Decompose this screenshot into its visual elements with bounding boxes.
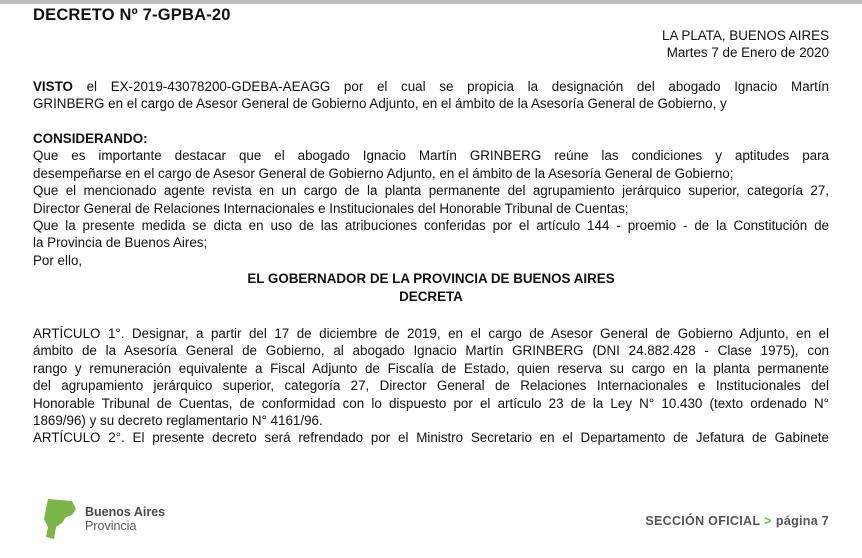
footer-section-label — [645, 514, 829, 528]
logo-line-1: Buenos Aires — [85, 505, 166, 519]
visto-line: VISTO el EX-2019-43078200-GDEBA-AEAGG por el cual se propicia la designación del abogado Ignacio Martín — [33, 79, 829, 94]
article-line: Honorable Tribunal de Cuentas, de conformidad con lo dispuesto por el artículo 23 de la Ley N° 10.430 (texto ordenado N° — [33, 395, 829, 411]
visto-label: VISTO — [33, 79, 73, 94]
decreta-heading: DECRETA — [399, 289, 463, 304]
article-line: 1869/96) y su decreto reglamentario N° 4161/96. — [33, 413, 323, 429]
considerando-label: CONSIDERANDO: — [33, 131, 148, 146]
visto-paragraph — [33, 78, 829, 113]
article-line: ARTÍCULO 2°. El presente decreto será refrendado por el Ministro Secretario en el Departamento de Jefatura de Gabinete — [33, 430, 829, 446]
considerando-line: Que es importante destacar que el abogado Ignacio Martín GRINBERG reúne las condiciones y aptitudes para — [33, 148, 829, 164]
considerando-line: Director General de Relaciones Internacionales e Institucionales del Honorable Tribunal de Cuentas; — [33, 200, 629, 216]
top-rule — [0, 0, 862, 4]
articles-section — [33, 325, 829, 447]
considerando-section — [33, 130, 829, 269]
logo-text — [85, 505, 165, 533]
place: LA PLATA, BUENOS AIRES — [662, 28, 829, 43]
article-line: rango y remuneración equivalente a Fiscal Adjunto de Fiscalía de Estado, quien reserva su cargo en la planta permanente — [33, 360, 829, 376]
buenos-aires-logo — [42, 497, 165, 541]
considerando-line: desempeñarse en el cargo de Asesor General de Gobierno Adjunto, en el ámbito de la Asesoría General de Gobierno; — [33, 165, 734, 181]
governor-heading: EL GOBERNADOR DE LA PROVINCIA DE BUENOS AIRES — [247, 271, 615, 286]
article-line: ámbito de la Asesoría General de Gobierno, al abogado Ignacio Martín GRINBERG (DNI 24.882.428 - Clase 1975), con — [33, 343, 829, 359]
place-date-block — [662, 27, 829, 61]
date: Martes 7 de Enero de 2020 — [666, 45, 829, 60]
logo-line-2: Provincia — [85, 519, 137, 533]
considerando-line: Que la presente medida se dicta en uso de las atribuciones conferidas por el artículo 144 - proemio - de la Constitución de — [33, 218, 829, 234]
page-number: página 7 — [775, 514, 829, 528]
section-name: SECCIÓN OFICIAL — [645, 514, 761, 528]
considerando-line: la Provincia de Buenos Aires; — [33, 235, 208, 251]
province-map-icon — [42, 497, 78, 541]
decree-number: DECRETO Nº 7-GPBA-20 — [33, 6, 231, 24]
article-line: del agrupamiento jerárquico superior, categoría 27, Director General de Relaciones Internacionales e Institucionales del — [33, 378, 829, 394]
article-line: ARTÍCULO 1°. Designar, a partir del 17 de diciembre de 2019, en el cargo de Asesor General de Gobierno Adjunto, en el — [33, 326, 829, 341]
considerando-line: Por ello, — [33, 252, 83, 268]
considerando-line: Que el mencionado agente revista en un cargo de la planta permanente del agrupamiento jerárquico superior, categoría 27, — [33, 183, 829, 199]
chevron-right-icon: > — [764, 514, 772, 528]
visto-line: GRINBERG en el cargo de Asesor General de Gobierno Adjunto, en el ámbito de la Asesoría General de Gobierno, y — [33, 96, 727, 112]
